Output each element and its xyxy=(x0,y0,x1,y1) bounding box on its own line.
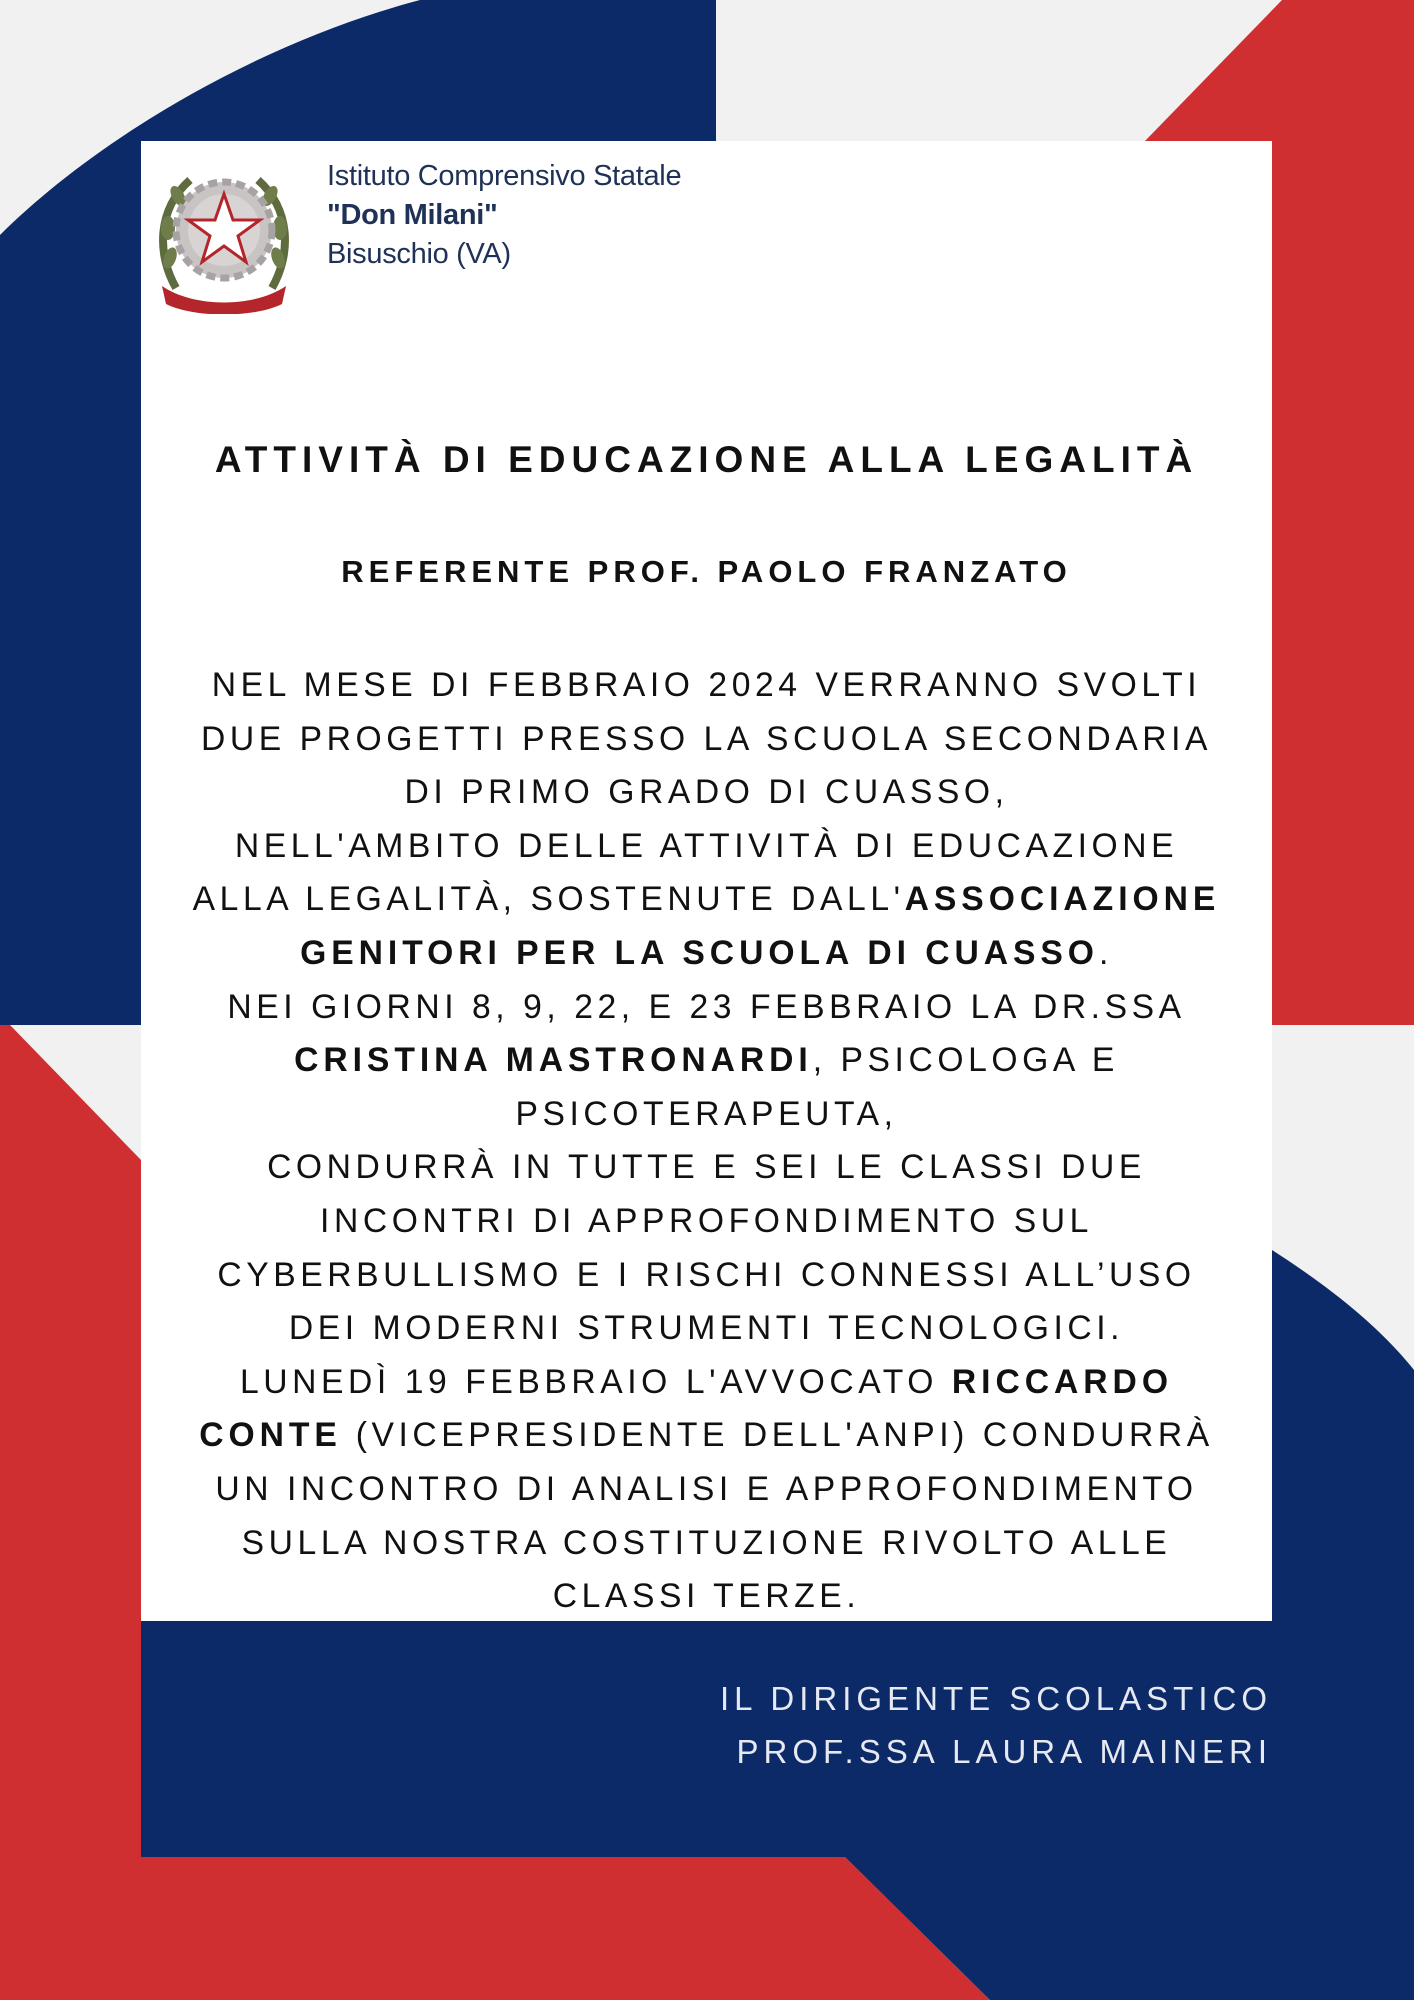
body-line: DEI MODERNI STRUMENTI TECNOLOGICI. xyxy=(288,1309,1125,1348)
body-line: INCONTRI DI APPROFONDIMENTO SUL xyxy=(320,1201,1093,1240)
body-line xyxy=(147,873,1267,927)
association-name: GENITORI PER LA SCUOLA DI CUASSO xyxy=(300,933,1099,972)
body-line: UN INCONTRO DI ANALISI E APPROFONDIMENTO xyxy=(215,1469,1198,1508)
body-line: NEL MESE DI FEBBRAIO 2024 VERRANNO SVOLTI xyxy=(211,666,1202,704)
body-line xyxy=(147,927,1267,981)
referent-heading: REFERENTE PROF. PAOLO FRANZATO xyxy=(341,554,1072,589)
institute-location: Bisuschio (VA) xyxy=(327,238,511,270)
body-line: NELL'AMBITO DELLE ATTIVITÀ DI EDUCAZIONE xyxy=(234,826,1179,865)
body-line: CLASSI TERZE. xyxy=(552,1577,861,1616)
body-line: SULLA NOSTRA COSTITUZIONE RIVOLTO ALLE xyxy=(241,1523,1172,1562)
body-line xyxy=(147,1409,1267,1463)
signature-name: PROF.SSA LAURA MAINERI xyxy=(736,1733,1272,1770)
notice-body xyxy=(141,659,1272,1624)
signature-role: IL DIRIGENTE SCOLASTICO xyxy=(719,1680,1272,1717)
institute-name: "Don Milani" xyxy=(327,199,498,231)
body-line: CYBERBULLISMO E I RISCHI CONNESSI ALL’USO xyxy=(217,1255,1196,1294)
notice-card xyxy=(141,141,1272,1621)
body-text: (VICEPRESIDENTE DELL'ANPI) CONDURRÀ xyxy=(341,1416,1214,1455)
speaker-name: CRISTINA MASTRONARDI xyxy=(294,1041,813,1080)
body-text: . xyxy=(1098,933,1113,972)
body-text: , PSICOLOGA E xyxy=(812,1041,1119,1080)
signature-block xyxy=(720,1672,1272,1778)
emblem-ribbon xyxy=(162,286,286,314)
body-text: LUNEDÌ 19 FEBBRAIO L'AVVOCATO xyxy=(240,1362,952,1401)
body-text: ALLA LEGALITÀ, SOSTENUTE DALL' xyxy=(192,880,905,919)
body-line: DI PRIMO GRADO DI CUASSO, xyxy=(404,773,1009,812)
repubblica-italiana-emblem-icon xyxy=(154,158,294,314)
association-name: ASSOCIAZIONE xyxy=(904,880,1221,919)
institute-header xyxy=(327,157,681,274)
speaker-name: RICCARDO xyxy=(951,1362,1173,1401)
body-line: PSICOTERAPEUTA, xyxy=(515,1094,898,1133)
speaker-name: CONTE xyxy=(199,1416,342,1455)
institute-type: Istituto Comprensivo Statale xyxy=(327,160,682,192)
page-title: ATTIVITÀ DI EDUCAZIONE ALLA LEGALITÀ xyxy=(214,439,1199,480)
body-line xyxy=(147,1356,1267,1410)
body-line xyxy=(147,1034,1267,1088)
body-line: CONDURRÀ IN TUTTE E SEI LE CLASSI DUE xyxy=(267,1148,1146,1187)
body-line: NEI GIORNI 8, 9, 22, E 23 FEBBRAIO LA DR.SSA xyxy=(227,987,1186,1026)
body-line: DUE PROGETTI PRESSO LA SCUOLA SECONDARIA xyxy=(200,719,1213,758)
